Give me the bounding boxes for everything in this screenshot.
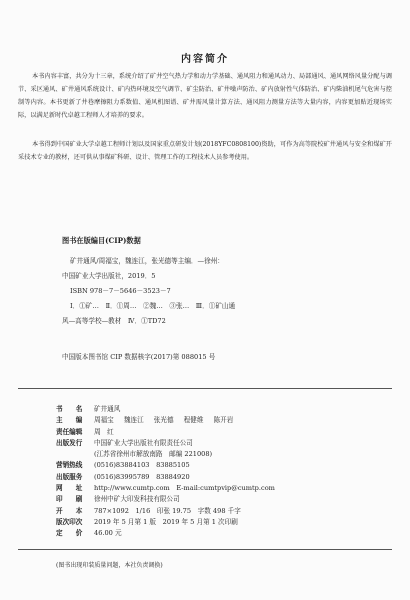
colophon-value: (0516)83884103 83885105	[94, 461, 190, 470]
colophon-row	[56, 483, 386, 494]
cip-line: 矿井通风/周福宝，魏连江，张光德等主编．—徐州：	[70, 257, 224, 265]
intro-paragraph-1-text: 本书内容丰富，共分为十三章，系统介绍了矿井空气热力学和动力学基础、通风阻力和通风动力、局部通风、通风网络风量分配与调节、采区通风、矿井通风系统设计、矿内热环境及空气调节、矿尘防治、矿井噪声防治、矿内放射性气体防治、矿内柴油机尾气危害与控制等内容。本书更新了井巷摩擦阻力系数值、通风机图谱、矿井需风量计算方法、通风阻力测量方法等大量内容，内容更加贴近现场实际，以满足新时代卓越工程师人才培养的要求。	[18, 73, 392, 119]
colophon-label: 责任编辑	[56, 427, 83, 436]
colophon-value: 周 红	[94, 427, 114, 436]
editor-name: 张光德	[153, 416, 174, 425]
colophon-row	[56, 494, 386, 505]
colophon-value: 矿井通风	[94, 405, 121, 413]
colophon-row	[56, 427, 386, 438]
colophon-row	[56, 517, 386, 528]
colophon-row	[56, 438, 386, 449]
colophon-row	[56, 528, 386, 539]
colophon-value: (0516)83995789 83884920	[94, 472, 190, 481]
editor-name: 周福宝	[94, 416, 114, 425]
colophon-row	[56, 404, 386, 415]
divider-top	[18, 388, 392, 389]
colophon-value: http://www.cumtp.com E-mail:cumtpvip@cumtp.com	[94, 484, 275, 493]
divider-bottom	[18, 549, 392, 550]
cip-line: ISBN 978－7－5646－3523－7	[70, 287, 171, 295]
cip-line: Ⅰ．①矿… Ⅱ．①周… ②魏… ③张… Ⅲ．①矿山通	[70, 302, 236, 310]
intro-title: 内容简介	[181, 54, 229, 65]
colophon-label: 书 名	[56, 405, 83, 413]
cip-block	[62, 254, 392, 329]
publisher-address	[56, 449, 386, 460]
cip-title: 图书在版编目(CIP)数据	[62, 236, 141, 245]
intro-paragraph-2	[18, 138, 392, 164]
editor-name: 陈开岩	[213, 416, 234, 425]
colophon-subvalue: (江苏省徐州市解放南路 邮编 221008)	[94, 450, 213, 459]
cip-cn-number: 中国版本图书馆 CIP 数据核字(2017)第 088015 号	[62, 353, 216, 361]
quality-note: (图书出现印装质量问题，本社负责调换)	[56, 562, 163, 569]
cip-line: 风—高等学校—教材 Ⅳ．①TD72	[62, 317, 166, 325]
colophon-row	[56, 506, 386, 517]
intro-paragraph-1	[18, 70, 392, 122]
colophon-label: 营销热线	[56, 461, 83, 470]
colophon-value: 徐州中矿大印发科技有限公司	[94, 495, 180, 504]
colophon-value: 46.00 元	[94, 529, 122, 538]
colophon-label: 印 刷	[56, 495, 83, 504]
colophon-label: 版次印次	[56, 517, 83, 526]
colophon-label: 出版发行	[56, 438, 83, 447]
cip-line: 中国矿业大学出版社，2019．5	[62, 272, 156, 280]
colophon	[56, 404, 386, 540]
colophon-value: 中国矿业大学出版社有限责任公司	[94, 438, 193, 447]
colophon-row	[56, 415, 386, 426]
editor-name: 程健维	[183, 416, 204, 425]
colophon-label: 主 编	[56, 416, 83, 425]
colophon-label: 定 价	[56, 529, 83, 538]
colophon-label: 出版服务	[56, 472, 83, 481]
colophon-label: 网 址	[56, 484, 83, 493]
editor-name: 魏连江	[123, 416, 144, 425]
colophon-row	[56, 472, 386, 483]
colophon-value: 787×1092 1/16 印张 19.75 字数 498 千字	[94, 506, 241, 515]
intro-paragraph-2-text: 本书得到中国矿业大学卓越工程师计划以及国家重点研发计划(2018YFC0808100)资助，可作为高等院校矿井通风与安全和煤矿开采技术专业的教材，还可供从事煤矿科研、设计、管理工作的工程技术人员参考使用。	[18, 141, 392, 161]
colophon-row	[56, 460, 386, 471]
colophon-value: 2019 年 5 月第 1 版 2019 年 5 月第 1 次印刷	[94, 517, 238, 526]
editor-names	[94, 415, 386, 426]
colophon-label: 开 本	[56, 506, 83, 515]
